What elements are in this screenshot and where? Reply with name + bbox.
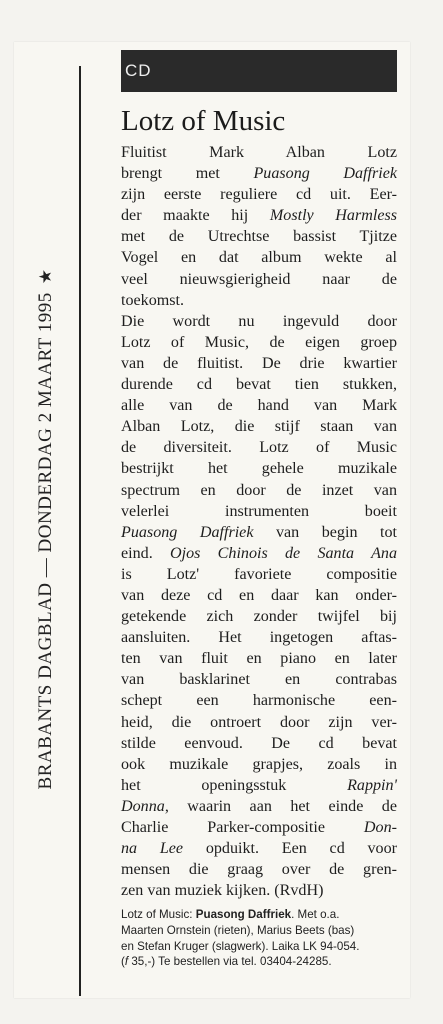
article-line: Die wordt nu ingevuld door [121, 312, 397, 330]
article-line: velerlei instrumenten boeit [121, 502, 397, 520]
article-line: getekende zich zonder twijfel bij [121, 608, 397, 626]
article-line: spectrum en door de inzet van [121, 481, 397, 499]
article-line: Fluitist Mark Alban Lotz [121, 144, 397, 161]
article-line: ten van fluit en piano en later [121, 650, 397, 668]
article-line: ook muzikale grapjes, zoals in [121, 755, 397, 773]
article-line: mensen die graag over de gren- [121, 861, 397, 879]
article-line: brengt met Puasong Daffriek [121, 165, 398, 183]
article-body [121, 142, 397, 901]
article-line: durende cd bevat tien stukken, [121, 376, 397, 394]
masthead-text-wrap [35, 269, 57, 790]
masthead-date-line: BRABANTS DAGBLAD — DONDERDAG 2 MAART 1995 [35, 292, 56, 790]
article-line: alle van de hand van Mark [121, 397, 397, 415]
article-line: bestrijkt het gehele muzikale [121, 460, 397, 478]
article-line: zen van muziek kijken. (RvdH) [121, 882, 324, 900]
article-line: van basklarinet en contrabas [121, 671, 397, 689]
article-line: veel nieuwsgierigheid naar de [121, 270, 397, 288]
article-line: Donna, waarin aan het einde de [121, 797, 397, 815]
article-line: aansluiten. Het ingetogen aftas- [121, 629, 397, 647]
article-line: na Lee opduikt. Een cd voor [121, 840, 397, 858]
credits-line: Lotz of Music: Puasong Daffriek. Met o.a. [121, 908, 340, 922]
article-line: Vogel en dat album wekte al [121, 249, 397, 267]
article-column [121, 50, 397, 970]
article-line: Puasong Daffriek van begin tot [121, 523, 398, 541]
credits-line: en Stefan Kruger (slagwerk). Laika LK 94-054. [121, 939, 360, 953]
newspaper-masthead-strip [30, 64, 62, 994]
article-line: Lotz of Music, de eigen groep [121, 333, 397, 351]
article-line: van deze cd en daar kan onder- [121, 586, 397, 604]
article-line: het openingsstuk Rappin' [121, 776, 397, 794]
article-line: stilde eenvoud. De cd bevat [121, 734, 397, 752]
article-title: Lotz of Music [121, 105, 286, 137]
section-label: CD [125, 61, 152, 80]
article-line: met de Utrechtse bassist Tjitze [121, 228, 397, 246]
column-divider [79, 66, 81, 996]
article-line: van de fluitist. De drie kwartier [121, 354, 397, 372]
article-line: Charlie Parker-compositie Don- [121, 819, 397, 836]
star-icon: ★ [36, 268, 55, 285]
article-line: Alban Lotz, die stijf staan van [121, 418, 397, 436]
article-line: heid, die ontroert door zijn ver- [121, 713, 397, 731]
article-line: eind. Ojos Chinois de Santa Ana [121, 544, 397, 562]
article-line: der maakte hij Mostly Harmless [121, 207, 397, 225]
album-credits [121, 907, 397, 969]
article-line: de diversiteit. Lotz of Music [121, 439, 397, 457]
article-line: schept een harmonische een- [121, 692, 397, 710]
credits-line: Maarten Ornstein (rieten), Marius Beets (bas) [121, 923, 355, 937]
article-line: zijn eerste reguliere cd uit. Eer- [121, 186, 397, 204]
credits-line: (f 35,-) Te bestellen via tel. 03404-24285. [121, 955, 332, 969]
article-line: is Lotz' favoriete compositie [121, 565, 397, 583]
article-line: toekomst. [121, 291, 185, 309]
section-header-bar [121, 50, 397, 92]
